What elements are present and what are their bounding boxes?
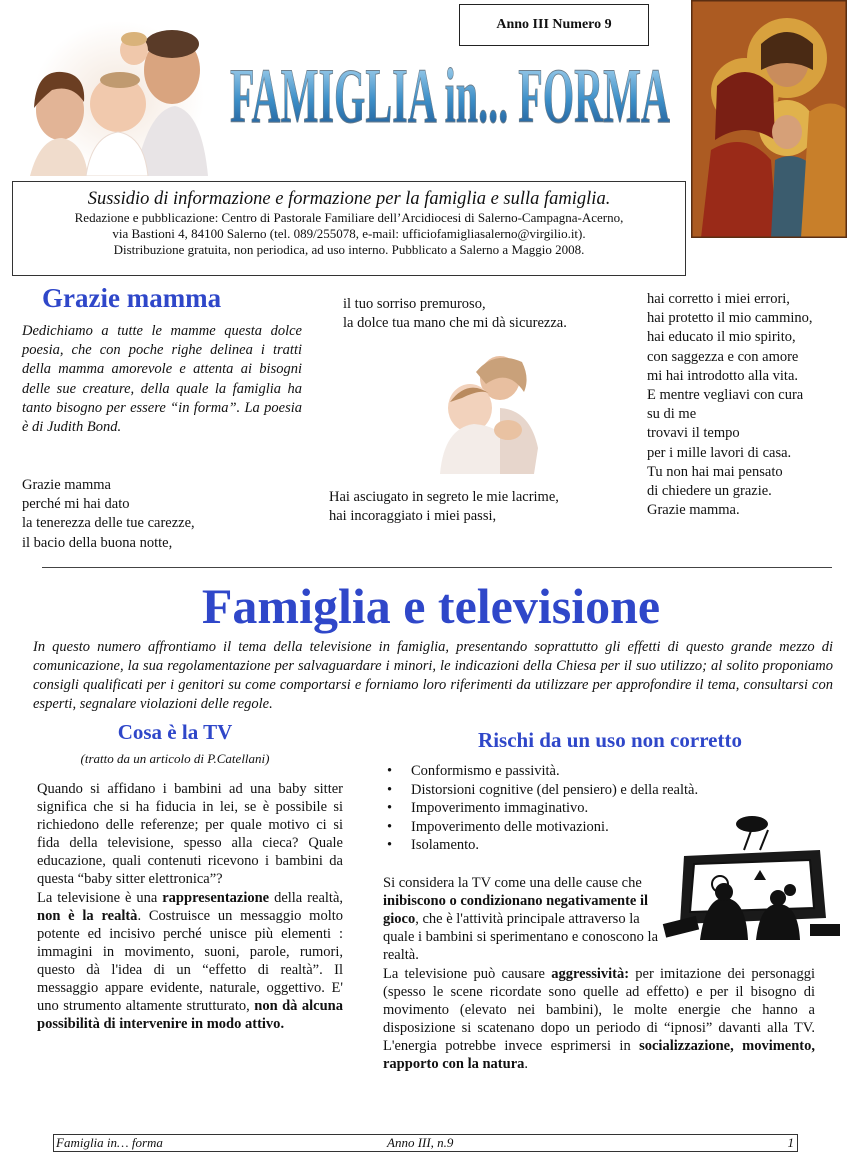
page-footer: [53, 1134, 798, 1152]
masthead-title: [220, 50, 680, 160]
poem-line: hai educato il mio spirito,: [647, 329, 796, 346]
masthead-text: FAMIGLIA in... FORMA: [230, 52, 670, 139]
poem-line: Grazie mamma: [22, 477, 111, 493]
page-number: 1: [787, 1135, 794, 1150]
poem-line: il bacio della buona notte,: [22, 534, 173, 551]
text-run-bold: socializzazione, movimento, rapporto con la natura: [383, 1038, 816, 1073]
issue-number: Anno III Numero 9: [496, 17, 612, 32]
family-watching-tv-clipart: [660, 800, 846, 940]
poem-line: la tenerezza delle tue carezze,: [22, 515, 195, 532]
poem-column-2-bottom: [329, 488, 559, 526]
list-item: • Impoverimento immaginativo.: [383, 799, 698, 818]
cosa-title: Cosa è la TV: [117, 720, 233, 744]
text-run: Si considera la TV come una delle cause che: [383, 875, 642, 891]
rischi-list: [383, 762, 698, 855]
text-run: La televisione è una: [37, 889, 163, 906]
poem-line: per i mille lavori di casa.: [647, 444, 792, 461]
text-run-bold: non dà alcuna possibilità di intervenire in modo attivo: [37, 998, 343, 1033]
poem-line: hai protetto il mio cammino,: [647, 310, 813, 327]
list-item: • Isolamento.: [383, 836, 698, 855]
poem-line: la dolce tua mano che mi dà sicurezza.: [343, 315, 567, 332]
poem-line: il tuo sorriso premuroso,: [343, 296, 486, 312]
poem-column-1: [22, 476, 195, 553]
poem-line: hai incoraggiato i miei passi,: [329, 508, 497, 525]
holy-family-icon-image: [691, 0, 847, 238]
info-line-address: via Bastioni 4, 84100 Salerno (tel. 089/255078, e-mail: ufficiofamigliasalerno@virgilio.it).: [112, 226, 586, 241]
poem-line: su di me: [647, 406, 697, 423]
poem-line: Hai asciugato in segreto le mie lacrime,: [329, 489, 559, 505]
poem-column-3: [647, 290, 847, 520]
tagline: Sussidio di informazione e formazione per la famiglia e sulla famiglia.: [87, 189, 611, 209]
cosa-body: [37, 780, 343, 1033]
poem-line: E mentre vegliavi con cura: [647, 387, 804, 404]
poem-intro: Dedichiamo a tutte le mamme questa dolce poesia, che con poche righe delinea i tratti della mamma amorevole e attenta ai bisogni delle sue creature, della quale la famiglia ha tanto bisogno per essere “in forma”. La poesia è di Judith Bond.: [22, 323, 302, 436]
poem-line: trovavi il tempo: [647, 425, 740, 442]
issue-number-box: [459, 4, 649, 46]
rischi-text: [383, 874, 663, 964]
cosa-paragraph-2: [37, 889, 343, 1034]
text-run-bold: inibiscono o condizionano negativamente il gioco: [383, 893, 649, 928]
text-run: .: [524, 1056, 528, 1073]
list-item: • Conformismo e passività.: [383, 762, 698, 781]
rischi-paragraph-2: [383, 965, 815, 1074]
poem-line: perché mi hai dato: [22, 496, 130, 513]
text-run: della realtà,: [269, 889, 344, 906]
poem-line: mi hai introdotto alla vita.: [647, 367, 799, 384]
poem-column-2-top: [343, 295, 567, 333]
rischi-title: Rischi da un uso non corretto: [478, 728, 742, 752]
text-run: , che è l'attività principale attraverso la quale i bambini si sperimentano e conoscono la realtà.: [383, 911, 659, 964]
footer-issue: Anno III, n.9: [387, 1135, 454, 1150]
poem-line: con saggezza e con amore: [647, 348, 799, 365]
text-run-bold: non è la realtà: [37, 907, 138, 924]
list-item: • Distorsioni cognitive (del pensiero) e della realtà.: [383, 781, 698, 800]
footer-publication: Famiglia in… forma: [56, 1135, 163, 1150]
list-item: • Impoverimento delle motivazioni.: [383, 818, 698, 837]
mother-child-photo: [430, 348, 548, 474]
text-run: La televisione può causare: [383, 966, 552, 982]
poem-line: hai corretto i miei errori,: [647, 291, 790, 307]
info-line-distribution: Distribuzione gratuita, non periodica, ad uso interno. Pubblicato a Salerno a Maggio 2008.: [113, 242, 585, 257]
section-divider: [42, 567, 832, 568]
cosa-paragraph-1: Quando si affidano i bambini ad una baby sitter significa che si ha fiducia in lei, se è possibile si richiedono delle referenze; per quale motivo ci si fida della televisione, spesso alla cieca? Quale educazione, quali contenuti ricevono i bambini da questa “baby sitter elettronica”?: [37, 781, 343, 888]
rischi-paragraph-1: [383, 874, 663, 964]
tv-section-title: Famiglia e televisione: [201, 578, 661, 634]
text-run-bold: rappresentazione: [162, 889, 270, 906]
info-line-editorial: Redazione e pubblicazione: Centro di Pastorale Familiare dell’Arcidiocesi di Salerno-Campagna-Acerno,: [74, 210, 624, 225]
rischi-text: [383, 965, 815, 1074]
poem-line: Tu non hai mai pensato: [647, 463, 783, 480]
text-run: per imitazione dei personaggi (spesso le scene ricordate sono quelle ad effetto) e per il bisogno di movimento (elevato nei bambini), le molte energie che hanno a disposizione si scatenano dopo un periodo di “ipnosi” davanti alla TV. L'energia potrebbe invece esprimersi in: [383, 966, 815, 1055]
cosa-subtitle: (tratto da un articolo di P.Catellani): [80, 751, 270, 766]
tv-section-intro: In questo numero affrontiamo il tema della televisione in famiglia, presentando soprattutto gli effetti di questo grande mezzo di comunicazione, la sua regolamentazione per salvaguardare i minori, le indicazioni della Chiesa per il suo utilizzo; al solito proponiamo consigli qualificati per i genitori su come comportarsi e forniamo loro riferimenti da utilizzare per approfondire il tema, consultarsi con esperti, segnalare violazioni delle regole.: [33, 639, 833, 712]
text-run-bold: aggressività:: [551, 966, 630, 982]
poem-line: Grazie mamma.: [647, 502, 740, 519]
poem-line: di chiedere un grazie.: [647, 483, 772, 500]
info-box: [12, 181, 686, 276]
poem-title: Grazie mamma: [42, 283, 222, 313]
text-run: . Costruisce un messaggio molto potente ed incisivo perché unisce più elementi : immagini in movimento, suoni, parole, rumori, questo dà l'idea di un “effetto di realtà”. Il messaggio appare evidente, naturale, oggettivo. E' uno strumento altamente strutturato,: [37, 907, 343, 1015]
text-run-bold: .: [280, 1016, 285, 1033]
family-photo: [30, 18, 208, 176]
